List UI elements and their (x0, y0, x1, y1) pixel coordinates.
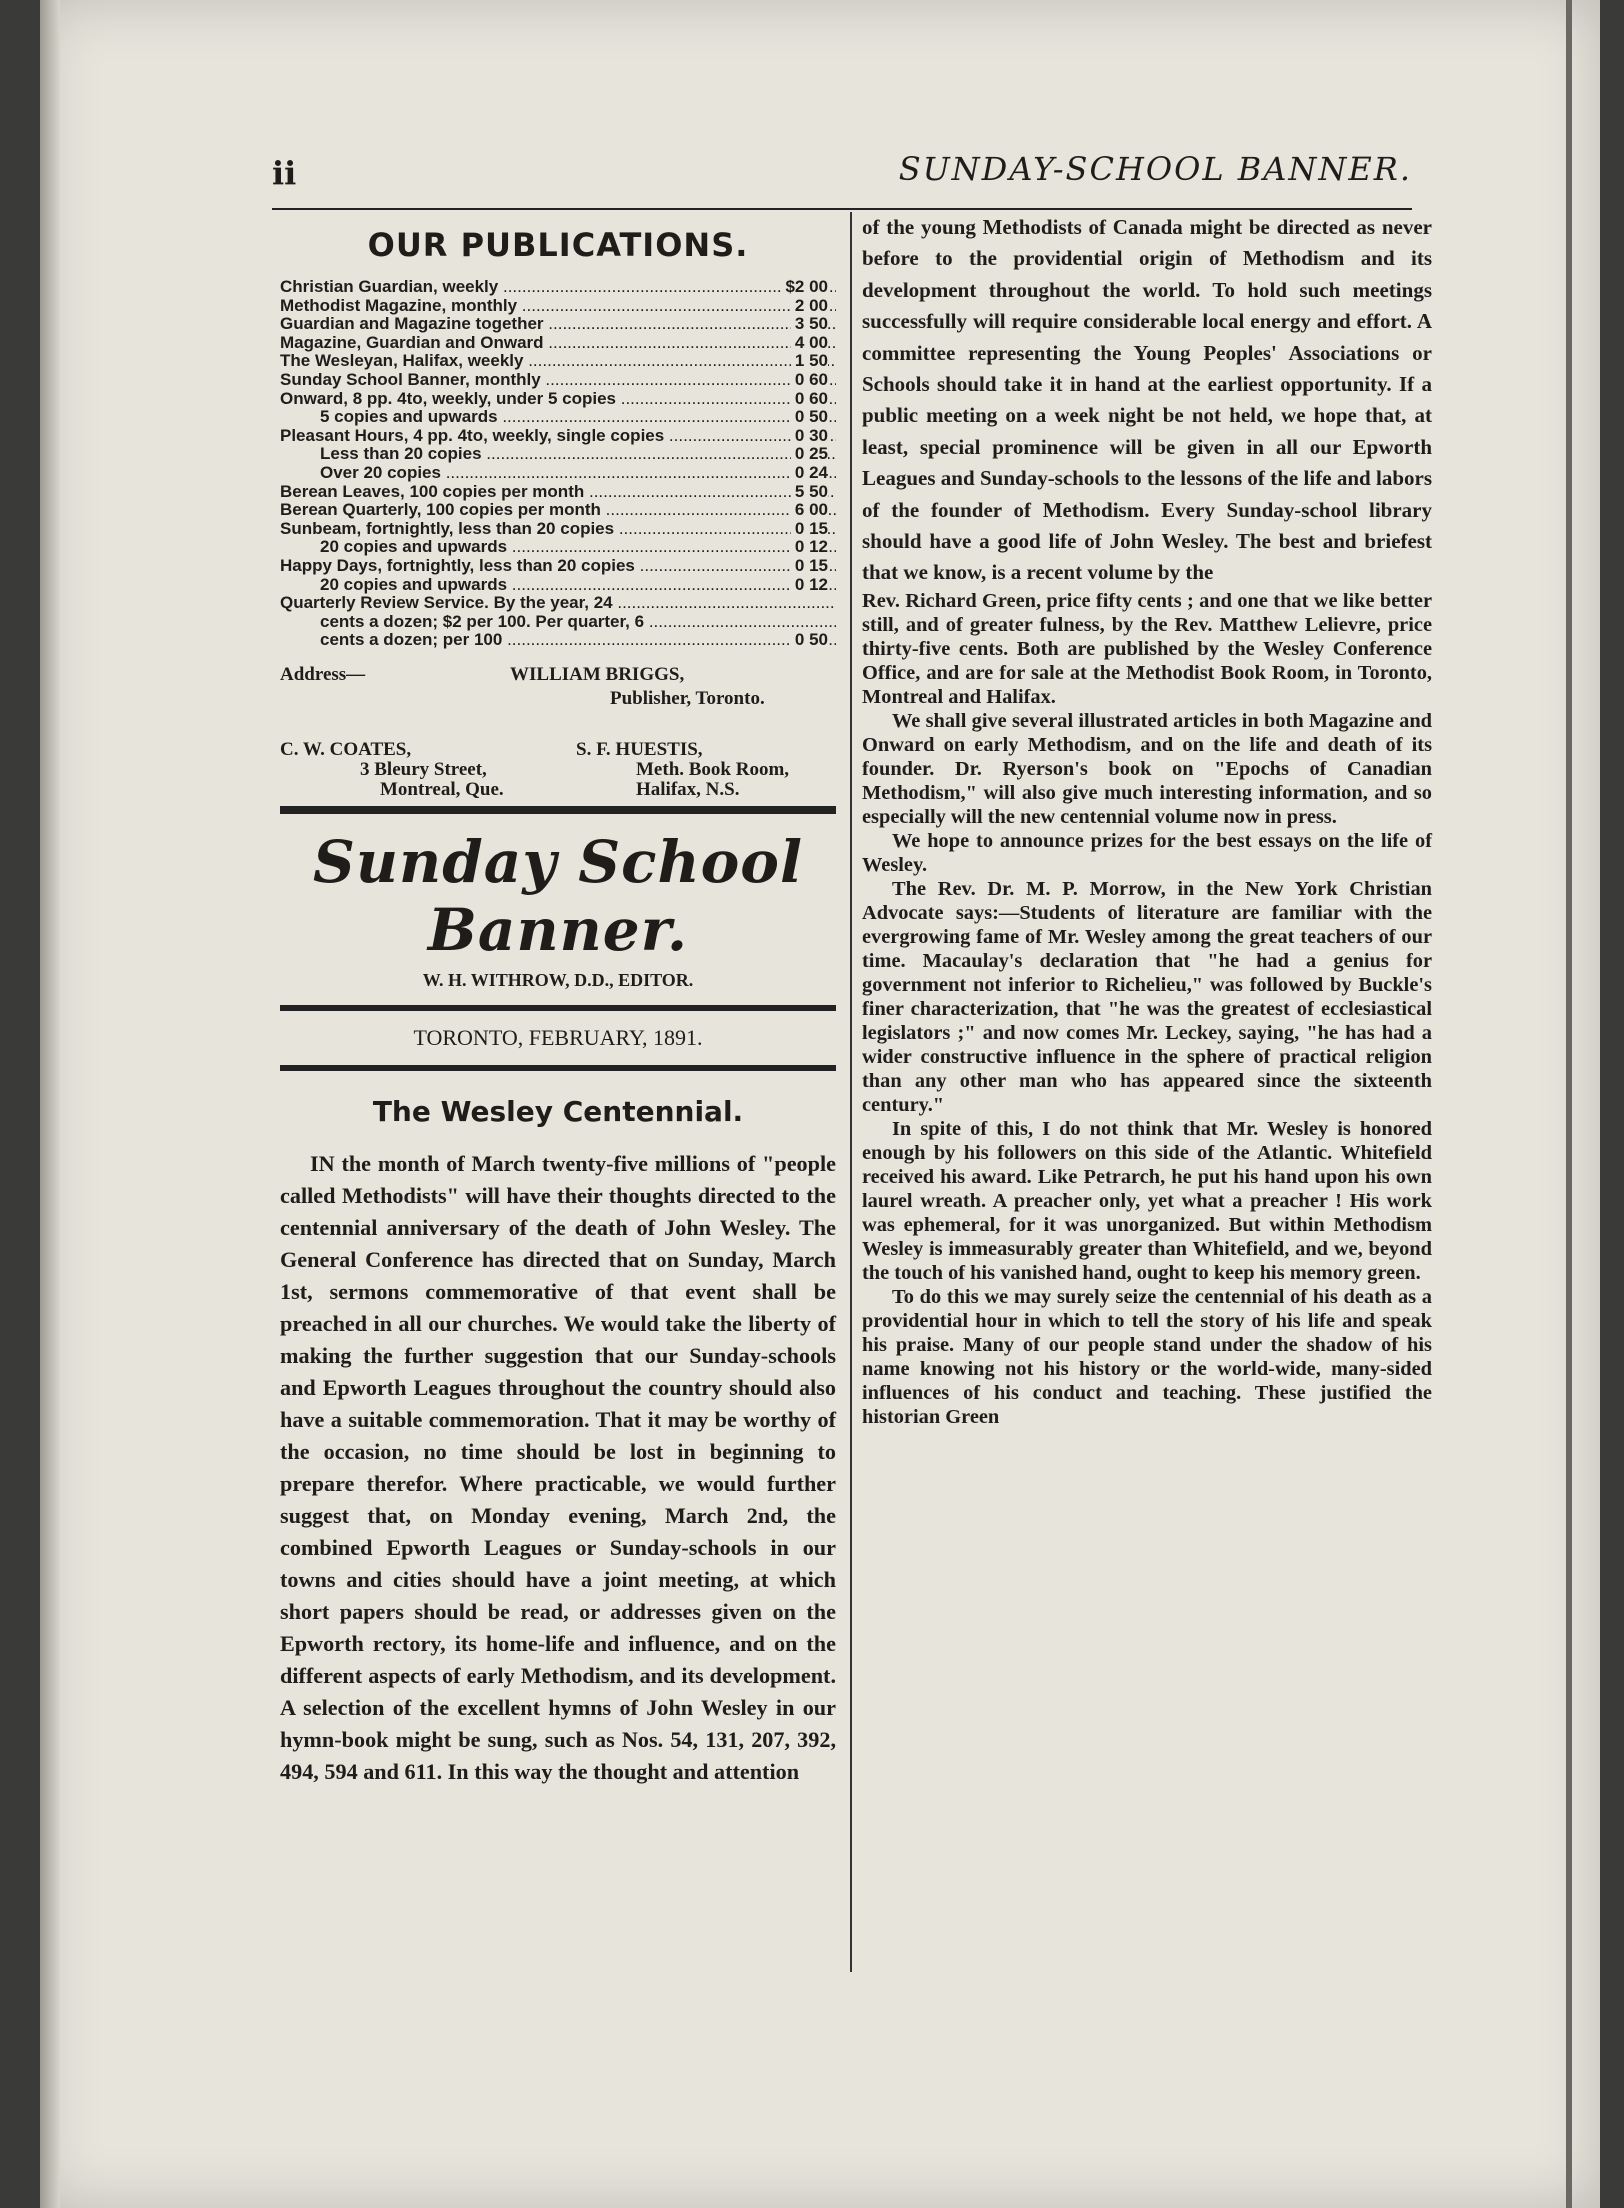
publication-price: 0 60 (791, 390, 828, 409)
publication-name: Methodist Magazine, monthly ..... (280, 297, 836, 316)
dateline: TORONTO, FEBRUARY, 1891. (413, 1024, 703, 1050)
article-paragraph: In spite of this, I do not think that Mr. Wesley is honored enough by his followers on this side of the Atlantic. Whitefield received his award. Like Petrarch, he put his hand upon his own laurel wreath. A preacher only, yet what a preacher ! His work was ephemeral, for it was unorganized. But within Methodism Wesley is immeasurably greater than Whitefield, and we, beyond the touch of his vanished hand, ought to keep his memory green. (862, 1117, 1432, 1284)
page-header (272, 150, 1412, 198)
dateline-top-rule (280, 1005, 836, 1011)
halifax-address (576, 740, 789, 800)
publication-name: 20 copies and upwards ..... (320, 538, 836, 557)
publication-name: cents a dozen; per 100 ..... (320, 631, 836, 650)
publication-row (280, 576, 836, 595)
article-body-left (280, 1148, 836, 1788)
address-line: Meth. Book Room, (636, 758, 790, 780)
article-body-right-continued (862, 589, 1432, 1429)
article-title: The Wesley Centennial. (372, 1094, 744, 1128)
header-rule (272, 208, 1412, 210)
address-label: Address— (280, 663, 366, 685)
publication-price: 1 50 (791, 352, 828, 371)
publication-name: Onward, 8 pp. 4to, weekly, under 5 copies ..... (280, 390, 836, 409)
publisher-title: Publisher, Toronto. (610, 687, 765, 709)
publication-row (280, 390, 836, 409)
publication-row (280, 538, 836, 557)
publication-name: Over 20 copies ..... (320, 464, 836, 483)
publication-row (280, 483, 836, 502)
publication-price: 6 00 (791, 501, 828, 520)
address-line: C. W. COATES, (280, 738, 412, 760)
left-column (280, 212, 836, 1788)
publication-price: 0 12 (791, 576, 828, 595)
publication-row (280, 613, 836, 632)
publication-row (280, 352, 836, 371)
page-number: ii (272, 154, 297, 192)
publication-price: 2 00 (791, 297, 828, 316)
publication-price: 0 50 (791, 408, 828, 427)
article-paragraph: Rev. Richard Green, price fifty cents ; and one that we like better still, and of greater fulness, by the Rev. Matthew Lelievre, price thirty-five cents. Both are published by the Wesley Conference Office, and are for sale at the Methodist Book Room, in Toronto, Montreal and Halifax. (862, 589, 1432, 708)
publication-row (280, 371, 836, 390)
publication-row (280, 315, 836, 334)
publication-row (280, 594, 836, 613)
running-title: SUNDAY-SCHOOL BANNER. (898, 150, 1412, 188)
article-paragraph: IN the month of March twenty-five millions of "people called Methodists" will have their thoughts directed to the centennial anniversary of the death of John Wesley. The General Conference has directed that on Sunday, March 1st, sermons commemorative of that event shall be preached in all our churches. We would take the liberty of making the further suggestion that our Sunday-schools and Epworth Leagues throughout the country should also have a suitable commemoration. That it may be worthy of the occasion, no time should be lost in beginning to prepare therefor. Where practicable, we would further suggest that, on Monday evening, March 2nd, the combined Epworth Leagues or Sunday-schools in our towns and cities should have a joint meeting, at which short papers should be read, or addresses given on the Epworth rectory, its home-life and influence, and on the different aspects of early Methodism, and its development. A selection of the excellent hymns of John Wesley in our hymn-book might be sung, such as Nos. 54, 131, 207, 392, 494, 594 and 611. In this way the thought and attention (280, 1150, 836, 1784)
publication-row (280, 520, 836, 539)
address-block (280, 663, 836, 800)
article-body-right (862, 212, 1432, 589)
publication-row (280, 297, 836, 316)
publication-price: 0 15 (791, 557, 828, 576)
publication-row (280, 464, 836, 483)
publication-row (280, 334, 836, 353)
publication-name: Berean Quarterly, 100 copies per month ..... (280, 501, 836, 520)
publication-name: Guardian and Magazine together ..... (280, 315, 836, 334)
address-line: Halifax, N.S. (636, 778, 740, 800)
publication-name: Sunbeam, fortnightly, less than 20 copies ..... (280, 520, 836, 539)
publication-row (280, 427, 836, 446)
column-divider (850, 212, 852, 1972)
publication-price: $2 00 (781, 278, 828, 297)
publication-row (280, 557, 836, 576)
publication-name: Christian Guardian, weekly ..... (280, 278, 836, 297)
publication-name: Berean Leaves, 100 copies per month ..... (280, 483, 836, 502)
masthead-top-rule (280, 806, 836, 814)
address-line: S. F. HUESTIS, (576, 738, 703, 760)
publication-name: Pleasant Hours, 4 pp. 4to, weekly, single copies ..... (280, 427, 836, 446)
article-paragraph: We shall give several illustrated articles in both Magazine and Onward on early Methodism, and on the life and death of its founder. Dr. Ryerson's book on "Epochs of Canadian Methodism," will also give much interesting information, and so especially will the new centennial volume now in press. (862, 709, 1432, 828)
publication-name: Magazine, Guardian and Onward ..... (280, 334, 836, 353)
publication-name: Quarterly Review Service. By the year, 24 ..... (280, 594, 836, 613)
publications-heading: OUR PUBLICATIONS. (367, 226, 749, 264)
publication-row (280, 445, 836, 464)
publication-row (280, 278, 836, 297)
publication-row (280, 501, 836, 520)
publisher-name: WILLIAM BRIGGS, (510, 663, 685, 685)
article-paragraph: We hope to announce prizes for the best essays on the life of Wesley. (862, 829, 1432, 876)
article-paragraph: To do this we may surely seize the centennial of his death as a providential hour in which to tell the story of his life and speak his praise. Many of our people stand under the shadow of his name knowing not his history or the world-wide, many-sided influences of his conduct and teaching. These justified the historian Green (862, 1285, 1432, 1428)
publication-price: 0 60 (791, 371, 828, 390)
publication-row (280, 408, 836, 427)
publication-name: 5 copies and upwards ..... (320, 408, 836, 427)
editor-line: W. H. WITHROW, D.D., EDITOR. (422, 969, 694, 990)
publication-name: cents a dozen; $2 per 100. Per quarter, 6 ..... (320, 613, 836, 632)
publication-price: 0 24 (791, 464, 828, 483)
publication-name: Happy Days, fortnightly, less than 20 copies ..... (280, 557, 836, 576)
magazine-page (40, 0, 1600, 2208)
publication-price: 5 50 (791, 483, 828, 502)
masthead-title: Sunday School Banner. (312, 827, 804, 964)
publication-name: Less than 20 copies ..... (320, 445, 836, 464)
publications-list (280, 278, 836, 650)
publication-price: 4 00 (791, 334, 828, 353)
dateline-bottom-rule (280, 1065, 836, 1071)
publication-price: 3 50 (791, 315, 828, 334)
publication-name: 20 copies and upwards ..... (320, 576, 836, 595)
publication-price: 0 25 (791, 445, 828, 464)
address-line: 3 Bleury Street, (360, 758, 487, 780)
montreal-address (280, 740, 504, 800)
right-column (862, 212, 1432, 1429)
address-line: Montreal, Que. (380, 778, 504, 800)
publication-name: The Wesleyan, Halifax, weekly ..... (280, 352, 836, 371)
publication-row (280, 631, 836, 650)
publication-price: 0 30 (791, 427, 828, 446)
article-paragraph: The Rev. Dr. M. P. Morrow, in the New York Christian Advocate says:—Students of literature are familiar with the evergrowing fame of Mr. Wesley among the great teachers of our time. Macaulay's declaration that "he had a genius for government not inferior to Richelieu," was followed by Buckle's finer characterization, that "he was the greatest of ecclesiastical legislators ;" and now comes Mr. Leckey, saying, "he has had a wider constructive influence in the sphere of practical religion than any other man who has appeared since the sixteenth century." (862, 877, 1432, 1116)
publication-price: 0 50 (791, 631, 828, 650)
article-paragraph: of the young Methodists of Canada might be directed as never before to the providential origin of Methodism and its development throughout the world. To hold such meetings successfully will require considerable local energy and effort. A committee representing the Young Peoples' Associations or Schools should take it in hand at the earliest opportunity. If a public meeting on a week night be not held, we hope that, at least, special prominence will be given in all our Epworth Leagues and Sunday-schools to the lessons of the life and labors of the founder of Methodism. Every Sunday-school library should have a good life of John Wesley. The best and briefest that we know, is a recent volume by the (862, 215, 1432, 585)
publication-price: 0 12 (791, 538, 828, 557)
publication-name: Sunday School Banner, monthly ..... (280, 371, 836, 390)
publication-price: 0 15 (791, 520, 828, 539)
